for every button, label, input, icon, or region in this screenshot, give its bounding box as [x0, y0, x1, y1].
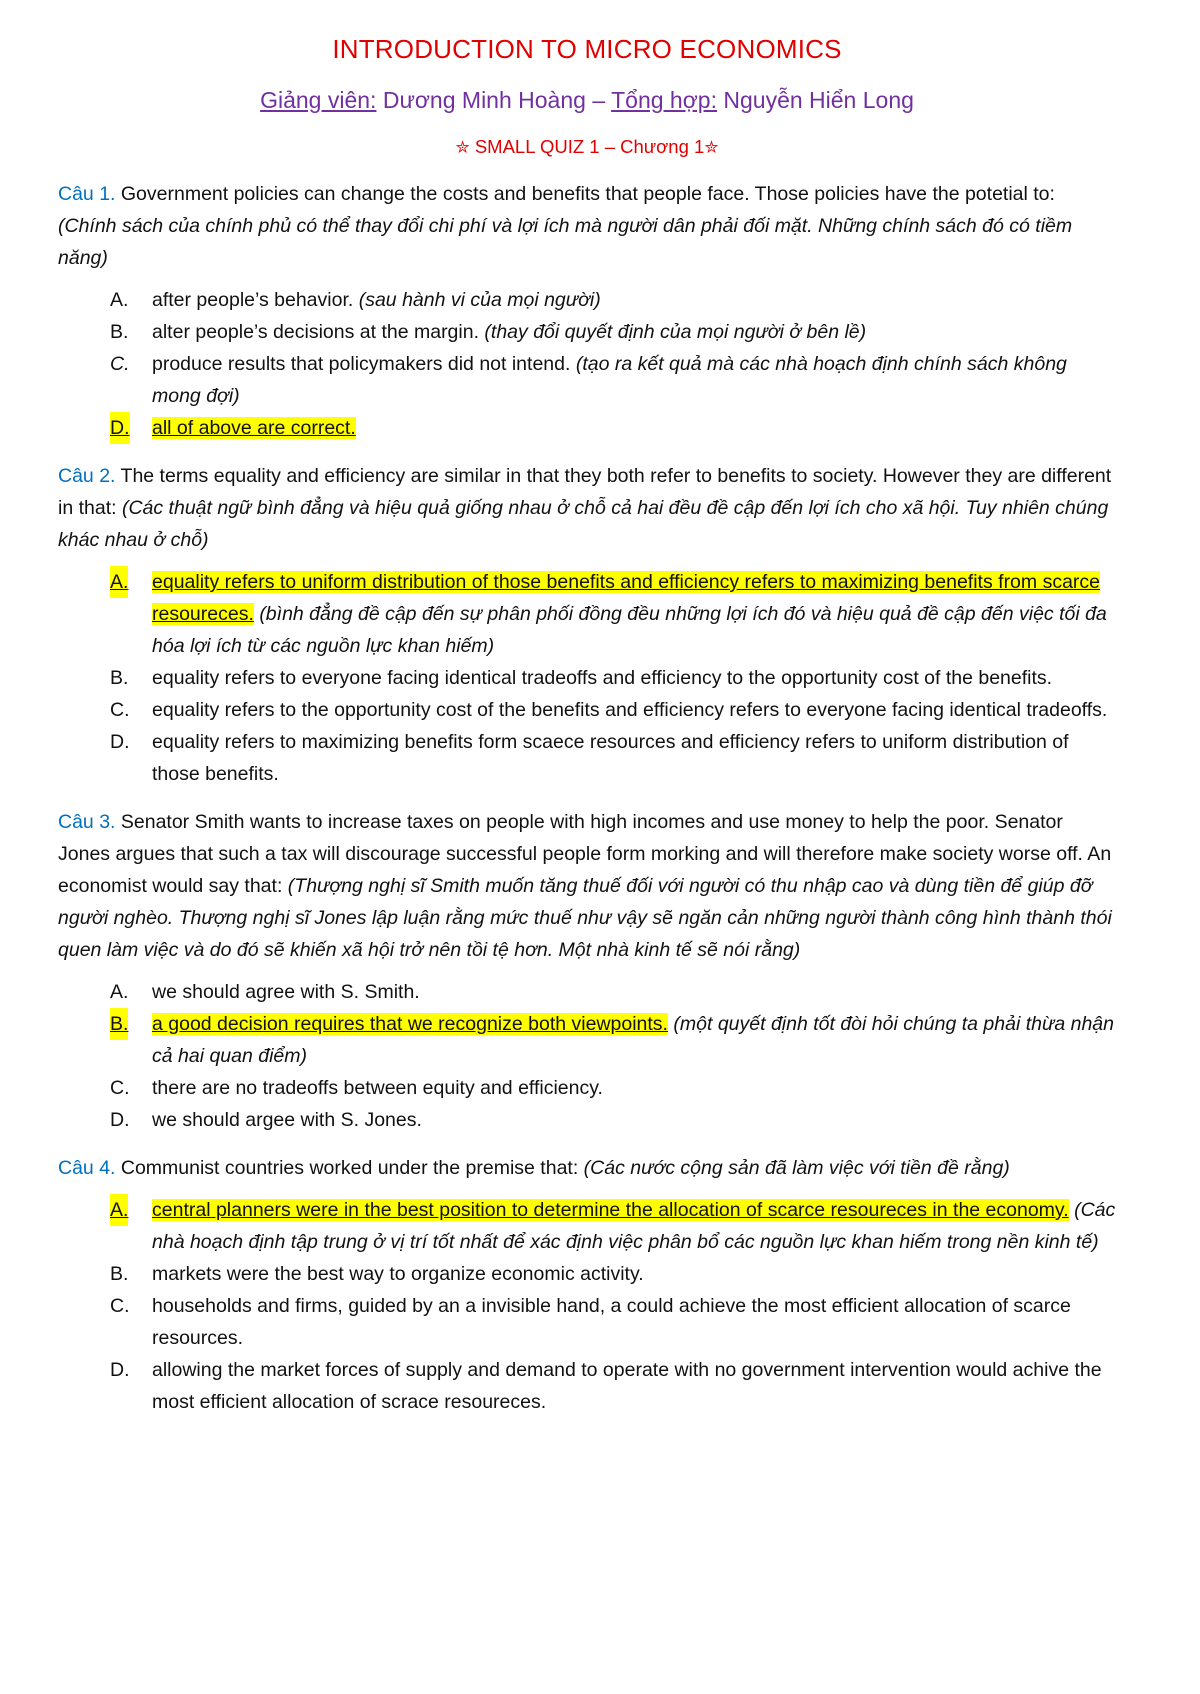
option-b-correct[interactable] — [58, 1008, 1116, 1072]
option-d-correct[interactable] — [58, 412, 1116, 444]
option-text: households and firms, guided by an a invisible hand, a could achieve the most efficient allocation of scarce resources. — [152, 1295, 1071, 1349]
quiz-title-text: SMALL QUIZ 1 – Chương 1 — [474, 136, 705, 157]
compiler-label: Tổng hợp: — [611, 87, 717, 113]
option-text: markets were the best way to organize economic activity. — [152, 1263, 644, 1285]
option-a-correct[interactable] — [58, 566, 1116, 662]
option-vietnamese: (Các nhà hoạch định tập trung ở vị trí tốt nhất để xác định việc phân bổ các nguồn lực khan hiếm trong nền kinh tế) — [152, 1199, 1116, 1253]
option-d[interactable] — [58, 1104, 1116, 1136]
question-vietnamese: (Các thuật ngữ bình đẳng và hiệu quả giống nhau ở chỗ cả hai đều đề cập đến lợi ích cho xã hội. Tuy nhiên chúng khác nhau ở chỗ) — [58, 497, 1109, 551]
option-letter: B. — [110, 667, 129, 689]
option-letter: D. — [110, 1359, 130, 1381]
option-letter: B. — [110, 321, 129, 343]
option-letter: B. — [110, 1263, 129, 1285]
question-english: Government policies can change the costs and benefits that people face. Those policies have the potetial to: — [120, 183, 1055, 205]
document-subtitle — [58, 87, 1116, 114]
option-vietnamese: (bình đẳng đề cập đến sự phân phối đồng đều những lợi ích đó và hiệu quả đề cập đến việc tối đa hóa lợi ích từ các nguồn lực khan hiếm) — [152, 603, 1107, 657]
question-number: Câu 3. — [58, 811, 116, 833]
star-icon: ✮ — [455, 138, 470, 157]
option-c[interactable] — [58, 1072, 1116, 1104]
question-vietnamese: (Chính sách của chính phủ có thể thay đổi chi phí và lợi ích mà người dân phải đối mặt. Những chính sách đó có tiềm năng) — [58, 215, 1073, 269]
question-vietnamese: (Các nước cộng sản đã làm việc với tiền đề rằng) — [583, 1157, 1010, 1179]
option-text: there are no tradeoffs between equity and efficiency. — [152, 1077, 603, 1099]
option-letter: D. — [110, 1109, 130, 1131]
option-text: equality refers to everyone facing identical tradeoffs and efficiency to the opportunity cost of the benefits. — [152, 667, 1053, 689]
option-c[interactable] — [58, 694, 1116, 726]
answer-options — [58, 566, 1116, 790]
option-vietnamese: (sau hành vi của mọi người) — [358, 289, 601, 311]
option-letter: A. — [110, 566, 128, 598]
question-english: Senator Smith wants to increase taxes on people with high incomes and use money to help the poor. Senator Jones argues that such a tax will discourage successful people form morking and will therefore make society worse off. An economist would say that: — [58, 811, 1112, 897]
question-2 — [58, 460, 1116, 790]
option-letter: A. — [110, 289, 129, 311]
answer-options — [58, 284, 1116, 444]
option-c[interactable] — [58, 1290, 1116, 1354]
document-title: INTRODUCTION TO MICRO ECONOMICS — [332, 34, 842, 64]
option-letter: D. — [110, 731, 130, 753]
question-number: Câu 2. — [58, 465, 116, 487]
option-a[interactable] — [58, 284, 1116, 316]
star-icon: ✮ — [704, 138, 719, 157]
option-b[interactable] — [58, 1258, 1116, 1290]
option-vietnamese: (tạo ra kết quả mà các nhà hoạch định chính sách không mong đợi) — [152, 353, 1067, 407]
question-text — [58, 178, 1116, 274]
option-d[interactable] — [58, 726, 1116, 790]
option-c[interactable] — [58, 348, 1116, 412]
option-a-correct[interactable] — [58, 1194, 1116, 1258]
option-text: equality refers to maximizing benefits form scaece resources and efficiency refers to uniform distribution of those benefits. — [152, 731, 1069, 785]
lecturer-name: Dương Minh Hoàng — [382, 87, 586, 113]
question-number: Câu 4. — [58, 1157, 116, 1179]
option-vietnamese: (thay đổi quyết định của mọi người ở bên lề) — [484, 321, 867, 343]
option-text: equality refers to the opportunity cost of the benefits and efficiency refers to everyone facing identical tradeoffs. — [152, 699, 1108, 721]
option-vietnamese: (một quyết định tốt đòi hỏi chúng ta phải thừa nhận cả hai quan điểm) — [152, 1013, 1114, 1067]
option-letter: D. — [110, 412, 130, 444]
question-1 — [58, 178, 1116, 444]
option-letter: C. — [110, 353, 130, 375]
separator: – — [592, 87, 606, 113]
option-a[interactable] — [58, 976, 1116, 1008]
correct-answer-text: a good decision requires that we recognize both viewpoints. — [152, 1013, 668, 1035]
option-text: alter people’s decisions at the margin. — [152, 321, 479, 343]
question-3 — [58, 806, 1116, 1136]
option-d[interactable] — [58, 1354, 1116, 1418]
option-text: we should agree with S. Smith. — [152, 981, 420, 1003]
option-b[interactable] — [58, 316, 1116, 348]
lecturer-label: Giảng viên: — [260, 87, 377, 113]
option-text: produce results that policymakers did not intend. — [152, 353, 571, 375]
option-text: after people’s behavior. — [152, 289, 354, 311]
question-vietnamese: (Thượng nghị sĩ Smith muốn tăng thuế đối với người có thu nhập cao và dùng tiền để giúp đỡ người nghèo. Thượng nghị sĩ Jones lập luận rằng mức thuế như vậy sẽ ngăn cản những người thành công hình thành thói quen làm việc và do đó sẽ khiến xã hội trở nên tồi tệ hơn. Một nhà kinh tế sẽ nói rằng) — [58, 875, 1112, 961]
option-letter: B. — [110, 1008, 128, 1040]
quiz-title — [58, 136, 1116, 158]
compiler-name: Nguyễn Hiển Long — [723, 87, 914, 113]
option-letter: A. — [110, 981, 129, 1003]
option-letter: C. — [110, 699, 130, 721]
correct-answer-text: central planners were in the best position to determine the allocation of scarce resoureces in the economy. — [152, 1199, 1069, 1221]
question-text — [58, 806, 1116, 966]
question-english: Communist countries worked under the premise that: — [120, 1157, 579, 1179]
correct-answer-text: all of above are correct. — [152, 417, 356, 439]
answer-options — [58, 976, 1116, 1136]
option-text: allowing the market forces of supply and demand to operate with no government intervention would achive the most efficient allocation of scrace resoureces. — [152, 1359, 1102, 1413]
option-text: we should argee with S. Jones. — [152, 1109, 422, 1131]
question-english: The terms equality and efficiency are similar in that they both refer to benefits to society. However they are different in that: — [58, 465, 1112, 519]
question-number: Câu 1. — [58, 183, 116, 205]
option-b[interactable] — [58, 662, 1116, 694]
option-letter: C. — [110, 1077, 130, 1099]
answer-options — [58, 1194, 1116, 1418]
question-text — [58, 460, 1116, 556]
correct-answer-text: equality refers to uniform distribution of those benefits and efficiency refers to maximizing benefits from scarce resoureces. — [152, 571, 1100, 625]
question-4 — [58, 1152, 1116, 1418]
option-letter: A. — [110, 1194, 128, 1226]
question-text — [58, 1152, 1116, 1184]
option-letter: C. — [110, 1295, 130, 1317]
